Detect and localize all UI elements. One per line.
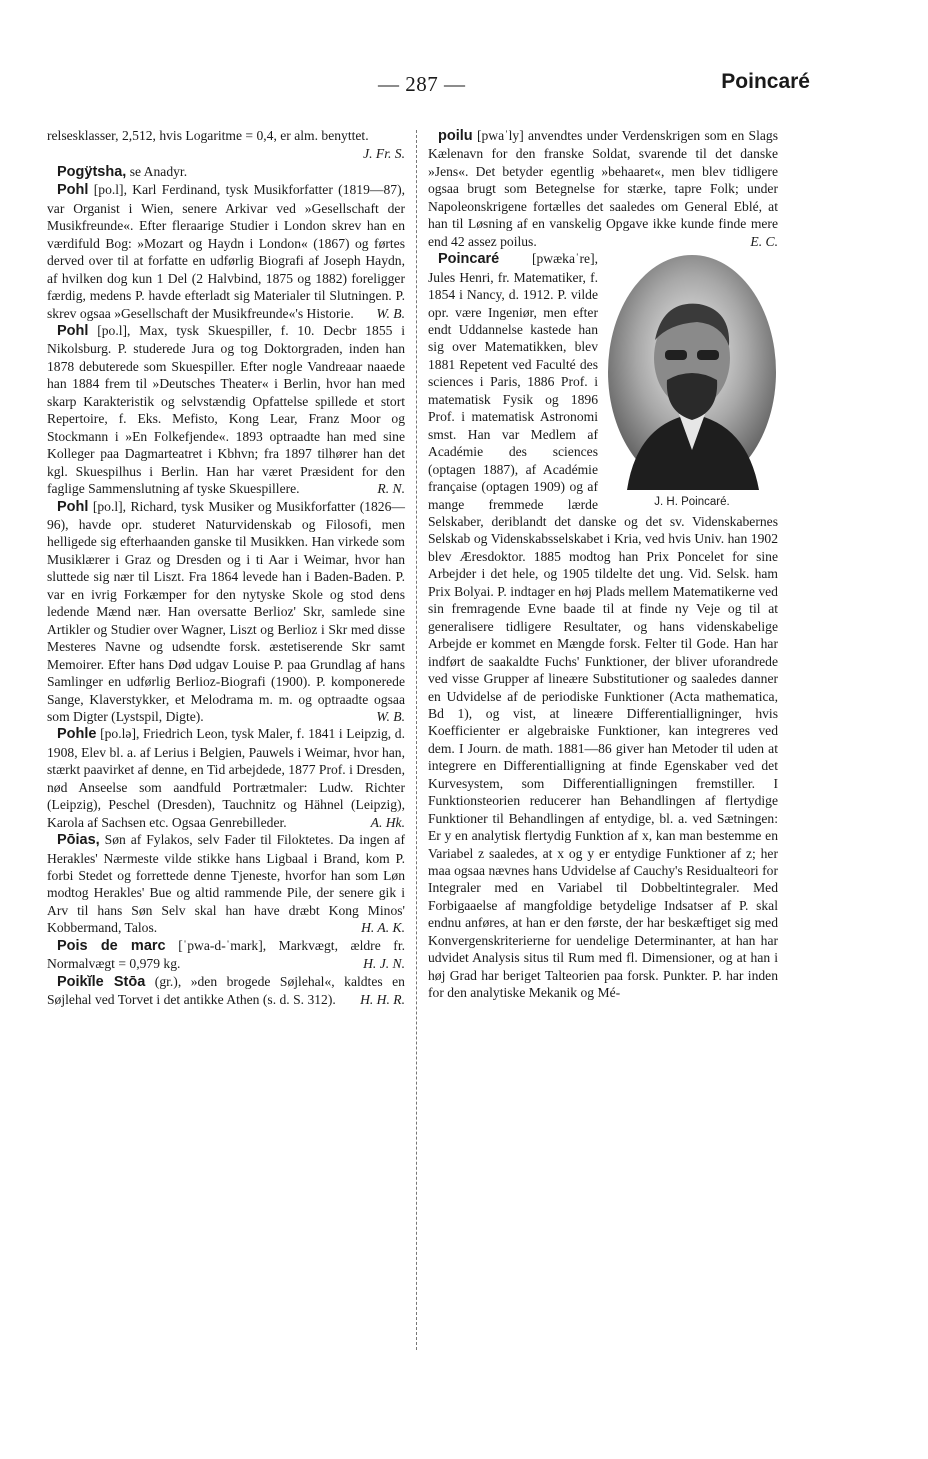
dictionary-entry: Pohl [po.l], Max, tysk Skuespiller, f. 10. Decbr 1855 i Nikolsburg. P. studerede Jura og tog Doktorgraden, inden han 1878 debuterede som Skuespiller. Efter nogle Vandreaar naaede han 1884 frem til »Deutsches Theater« i Berlin, hvor han med skarp Karakteristik og selvstændig Opfattelse spillede et stort Repertoire, f. Eks. Mefisto, Kong Lear, Franz Moor og Stockmann i »En Folkefjende«. 1893 optraadte han med sine Kolleger paa Dagmarteatret i Kbhvn; fra 1897 tilhører han det kgl. Skuespilhus i Berlin. Han har været Præsident for den faglige Sammenslutning af tyske Skuespillere. R. N. — [47, 322, 405, 497]
headword: Pohl — [57, 498, 89, 515]
portrait-figure — [606, 254, 778, 510]
page-header — [0, 70, 928, 104]
column-divider — [416, 130, 417, 1350]
author-signature: H. H. R. — [360, 992, 405, 1008]
portrait-caption: J. H. Poincaré. — [654, 496, 730, 509]
dictionary-entry: Pōias, Søn af Fylakos, selv Fader til Filoktetes. Da ingen af Herakles' Nærmeste vilde stikke hans Ligbaal i Brand, kom P. forbi Stedet og forrettede denne Tjeneste, hvorfor han som Løn modtog Herakles' Bue og altid rammende Pile, der senere gik i Arv til hans Søn Selv skal han have dræbt Kong Minos' Kobbermand, Talos. H. A. K. — [47, 832, 405, 936]
dictionary-entry: relsesklasser, 2,512, hvis Logaritme = 0,4, er alm. benyttet. J. Fr. S. — [47, 128, 405, 162]
headword: Pohl — [57, 322, 89, 339]
dictionary-entry: Poikĭle Stōa (gr.), »den brogede Søjlehal«, kaldtes en Søjlehal ved Torvet i det antikke Athen (s. d. S. 312). H. H. R. — [47, 973, 405, 1008]
author-signature: R. N. — [377, 481, 405, 497]
right-column — [428, 127, 778, 1002]
left-column — [47, 127, 405, 1009]
headword: Pōias, — [57, 832, 100, 849]
dictionary-entry: Pohl [po.l], Richard, tysk Musiker og Musikforfatter (1826—96), havde opr. studeret Naturvidenskab og Filosofi, men helligede sig efterhaanden ganske til Musikken. Han virkede som Musiklærer i Graz og Dresden og i ti Aar i Weimar, hvor han sluttede sig nær til Liszt. Fra 1864 levede han i Baden-Baden. P. var en ivrig Forkæmper for den nytyske Skole og stod dens ledende Mænd nær. Han oversatte Berlioz' Skr, samlede sine Artikler og Studier over Wagner, Liszt og Berlioz i Skr med disse Mesteres Navne og udsendte forsk. æstetiserende Skr samt Memoirer. Efter hans Død udgav Louise P. paa Grundlag af hans Samlinger en udførlig Berlioz-Biografi (1900). P. komponerede Sange, Klaverstykker, et Melodrama m. m. og optraadte ogsaa som Digter (Lystspil, Digte). W. B. — [47, 498, 405, 724]
author-signature: W. B. — [376, 305, 405, 321]
author-signature: A. Hk. — [370, 814, 405, 830]
page-number: — 287 — — [378, 72, 466, 96]
author-signature: J. Fr. S. — [363, 146, 405, 162]
dictionary-entry: Pohl [po.l], Karl Ferdinand, tysk Musikforfatter (1819—87), var Organist i Wien, senere Arkivar ved »Gesellschaft der Musikfreunde«. Efter fleraarige Studier i London skrev han en værdifuld Bog: »Mozart og Haydn i London« (1867) og førtes derved over til at forfatte en udførlig Biografi af Joseph Haydn, af hvilken dog kun 1 Del (2 Halvbind, 1875 og 1882) foreligger færdig, medens P. havde efterladt sig Materialer til Slutningen. P. skrev ogsaa »Gesellschaft der Musikfreunde«'s Historie. W. B. — [47, 182, 405, 321]
dictionary-entry: Pogÿtsha, se Anadyr. — [57, 163, 188, 180]
headword: Pois de marc — [57, 937, 166, 954]
author-signature: E. C. — [750, 233, 778, 249]
dictionary-entry: Pois de marc [ˈpwa-d-ˈmark], Markvægt, ældre fr. Normalvægt = 0,979 kg. H. J. N. — [47, 937, 406, 972]
headword: Pohl — [57, 182, 89, 199]
dictionary-entry: Pohle [po.lə], Friedrich Leon, tysk Maler, f. 1841 i Leipzig, d. 1908, Elev bl. a. af Lerius i Belgien, Pauwels i Weimar, hvor han, stærkt paavirket af denne, en Tid arbejdede, 1877 Prof. i Dresden, nød Anseelse som aandfuld Portrætmaler: Ludw. Richter (Leipzig), Peschel (Dresden), Tauchnitz og Hähnel (Leipzig), Karola af Sachsen etc. Ogsaa Genrebilleder. A. Hk. — [47, 726, 405, 830]
running-head: Poincaré — [721, 70, 810, 93]
headword: Pohle — [57, 726, 97, 743]
author-signature: W. B. — [376, 708, 405, 724]
author-signature: H. A. K. — [361, 920, 405, 936]
headword: Pogÿtsha, — [57, 163, 127, 180]
headword: poilu — [438, 128, 473, 144]
dictionary-entry-poincare: Poincaré J. H. Poincaré. [pwækaˈre], Jules Henri, fr. Matematiker, f. 1854 i Nancy, d. 1912. P. vilde opr. være Ingeniør, men efter endt Uddannelse kastede han sig over Matematikken, blev 1881 Repetent ved Faculté des sciences i Paris, 1886 Prof. i matematisk Fysik og 1896 Prof. i matematisk Astronomi smst. Han var Medlem af Académie des sciences (optagen 1887), af Académie française (optagen 1909) og af mange fremmede lærde Selskaber, deriblandt det danske og det sv. Videnskabernes Selskab og Videnskabsselskabet i Kria, ved hvis Univ. han 1902 blev Æresdoktor. 1885 modtog han Prix Poncelet for sine Arbejder i det hele, og 1905 tildelte det ung. Vid. Selsk. ham Prix Bolyai. P. indtager en høj Plads mellem Matematikerne ved sin fremragende Evne baade til at finde ny Veje og til at generalisere tidligere Resultater, og hans videnskabelige Arbejde er kommet en Mængde forsk. Felter til Gode. Han har indført de saakaldte Fuchs' Funktioner, der bliver uforandrede ved visse Grupper af lineære Substitutioner og saaledes danner en Udvidelse af de periodiske Funktioner (Acta mathematica, Bd 1), og vist, at lineære Differentialligninger, hvis Koefficienter er algebraiske Funktioner, kan integreres ved dem. I Journ. de math. 1881—86 giver han Metoder til uden at integrere en Differentialligning at finde Egenskaber ved det Kurvesystem, som Differentialligningen fremstiller. I Funktionsteorien reducerer han Behandlingen af flertydige Funktioner til Behandlingen af entydige, bl. a. ved Sætningen: Er y en analytisk flertydig Funktion af x, kan man bestemme en Variabel z saaledes, at x og y er entydige Funktioner af z; her maa ogsaa nævnes hans Udvidelse af Cauchy's Residualteori for Integraler med en Variabel til Dobbeltintegraler. Med Forbigaaelse af mangfoldige betydelige Indsatser af P. skal endnu anføres, at han er den første, der har beskæftiget sig med Konvergenskriterierne for uendelige Determinanter, at han har udvidet Analysis situs til Rum med fl. Dimensioner, og at han i høj Grad har beriget Talteorien paa forsk. Punkter. P. har inden for den analytiske Mekanik og Mé- — [428, 251, 778, 1001]
portrait-photo-icon — [607, 254, 777, 490]
headword: Poincaré — [438, 251, 500, 268]
headword: Poikĭle Stōa — [57, 973, 146, 990]
dictionary-entry-poilu: poilu [pwaˈly] anvendtes under Verdenskrigen som en Slags Kælenavn for den franske Soldat, svarende til det danske »Jens«. Det betyder egentlig »behaaret«, men blev tidligere ogsaa brugt som Betegnelse for stærke, tapre Folk; under Napoleonskrigene fortælles det saaledes om General Eblé, at han til Løsning af en vanskelig Opgave ikke kunde finde mere end 42 assez poilus. E. C. — [428, 128, 778, 249]
author-signature: H. J. N. — [363, 956, 405, 972]
